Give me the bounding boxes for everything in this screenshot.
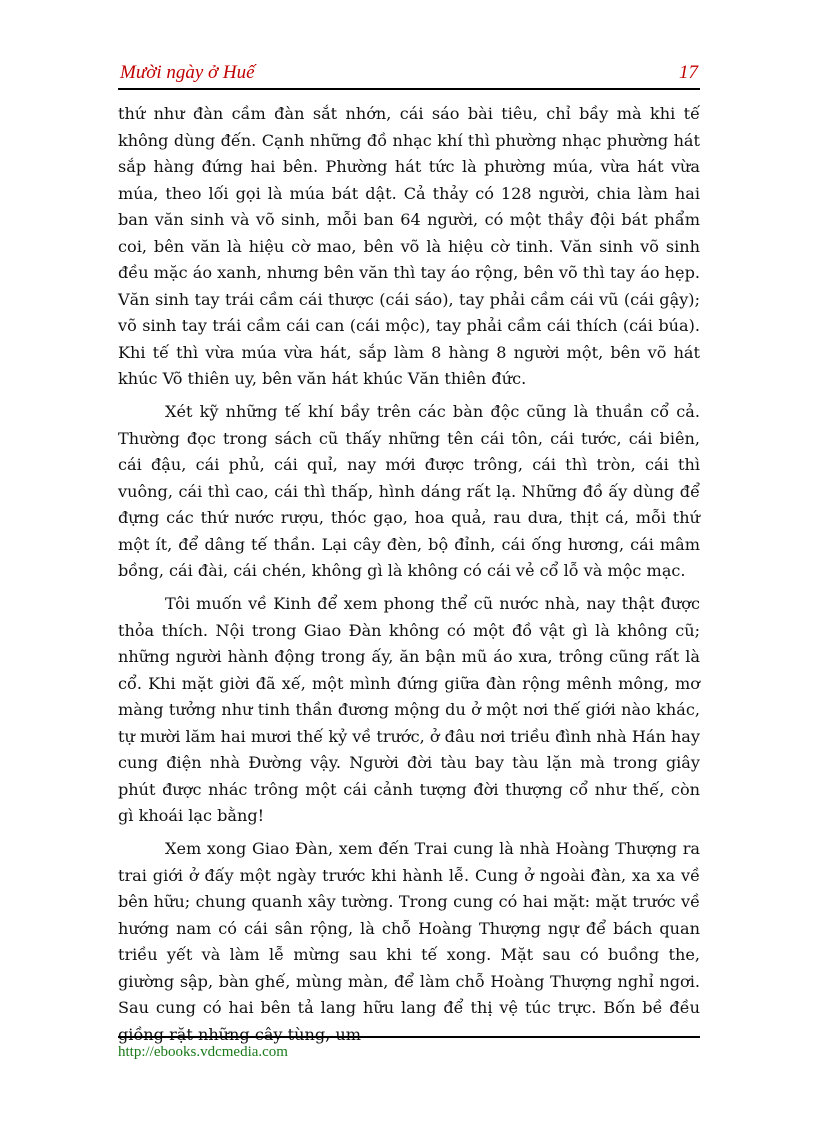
book-title: Mười ngày ở Huế — [120, 62, 255, 83]
paragraph-4: Xem xong Giao Đàn, xem đến Trai cung là nhà Hoàng Thượng ra trai giới ở đấy một ngày trước khi hành lễ. Cung ở ngoài đàn, xa xa về bên hữu; chung quanh xây tường. Trong cung có hai mặt: mặt trước về hướng nam có cái sân rộng, là chỗ Hoàng Thượng ngự để bách quan triều yết và làm lễ mừng sau khi tế xong. Mặt sau có buồng the, giường sập, bàn ghế, mùng màn, để làm chỗ Hoàng Thượng nghỉ ngơi. Sau cung có hai bên tả lang hữu lang để thị vệ túc trực. Bốn bề đều giồng rặt những cây tùng, um — [118, 839, 700, 1044]
footer-url[interactable]: http://ebooks.vdcmedia.com — [118, 1044, 288, 1060]
body-text — [118, 101, 700, 1048]
footer-divider — [118, 1036, 700, 1038]
paragraph-2: Xét kỹ những tế khí bầy trên các bàn độc cũng là thuần cổ cả. Thường đọc trong sách cũ thấy những tên cái tôn, cái tước, cái biên, cái đậu, cái phủ, cái quỉ, nay mới được trông, cái thì tròn, cái thì vuông, cái thì cao, cái thì thấp, hình dáng rất lạ. Những đồ ấy dùng để đựng các thứ nước rượu, thóc gạo, hoa quả, rau dưa, thịt cá, mỗi thứ một ít, để dâng tế thần. Lại cây đèn, bộ đỉnh, cái ống hương, cái mâm bồng, cái đài, cái chén, không gì là không có cái vẻ cổ lỗ và mộc mạc. — [118, 402, 700, 580]
running-header — [118, 62, 700, 88]
header-divider — [118, 88, 700, 90]
paragraph-1: thứ như đàn cầm đàn sắt nhớn, cái sáo bài tiêu, chỉ bầy mà khi tế không dùng đến. Cạnh những đồ nhạc khí thì phường nhạc phường hát sắp hàng đứng hai bên. Phường hát tức là phường múa, vừa hát vừa múa, theo lối gọi là múa bát dật. Cả thảy có 128 người, chia làm hai ban văn sinh và võ sinh, mỗi ban 64 người, có một thầy đội bát phẩm coi, bên văn là hiệu cờ mao, bên võ là hiệu cờ tinh. Văn sinh võ sinh đều mặc áo xanh, nhưng bên văn thì tay áo rộng, bên võ thì tay áo hẹp. Văn sinh tay trái cầm cái thược (cái sáo), tay phải cầm cái vũ (cái gậy); võ sinh tay trái cầm cái can (cái mộc), tay phải cầm cái thích (cái búa). Khi tế thì vừa múa vừa hát, sắp làm 8 hàng 8 người một, bên võ hát khúc Võ thiên uy, bên văn hát khúc Văn thiên đức. — [118, 104, 700, 388]
paragraph-3: Tôi muốn về Kinh để xem phong thể cũ nước nhà, nay thật được thỏa thích. Nội trong Giao Đàn không có một đồ vật gì là không cũ; những người hành động trong ấy, ăn bận mũ áo xưa, trông cũng rất là cổ. Khi mặt giời đã xế, một mình đứng giữa đàn rộng mênh mông, mơ màng tưởng như tinh thần đương mộng du ở một nơi thế giới nào khác, tự mười lăm hai mươi thế kỷ về trước, ở đâu nơi triều đình nhà Hán hay cung điện nhà Đường vậy. Người đời tàu bay tàu lặn mà trong giây phút được nhác trông một cái cảnh tượng đời thượng cổ như thế, còn gì khoái lạc bằng! — [118, 594, 700, 825]
page-number: 17 — [679, 62, 698, 83]
